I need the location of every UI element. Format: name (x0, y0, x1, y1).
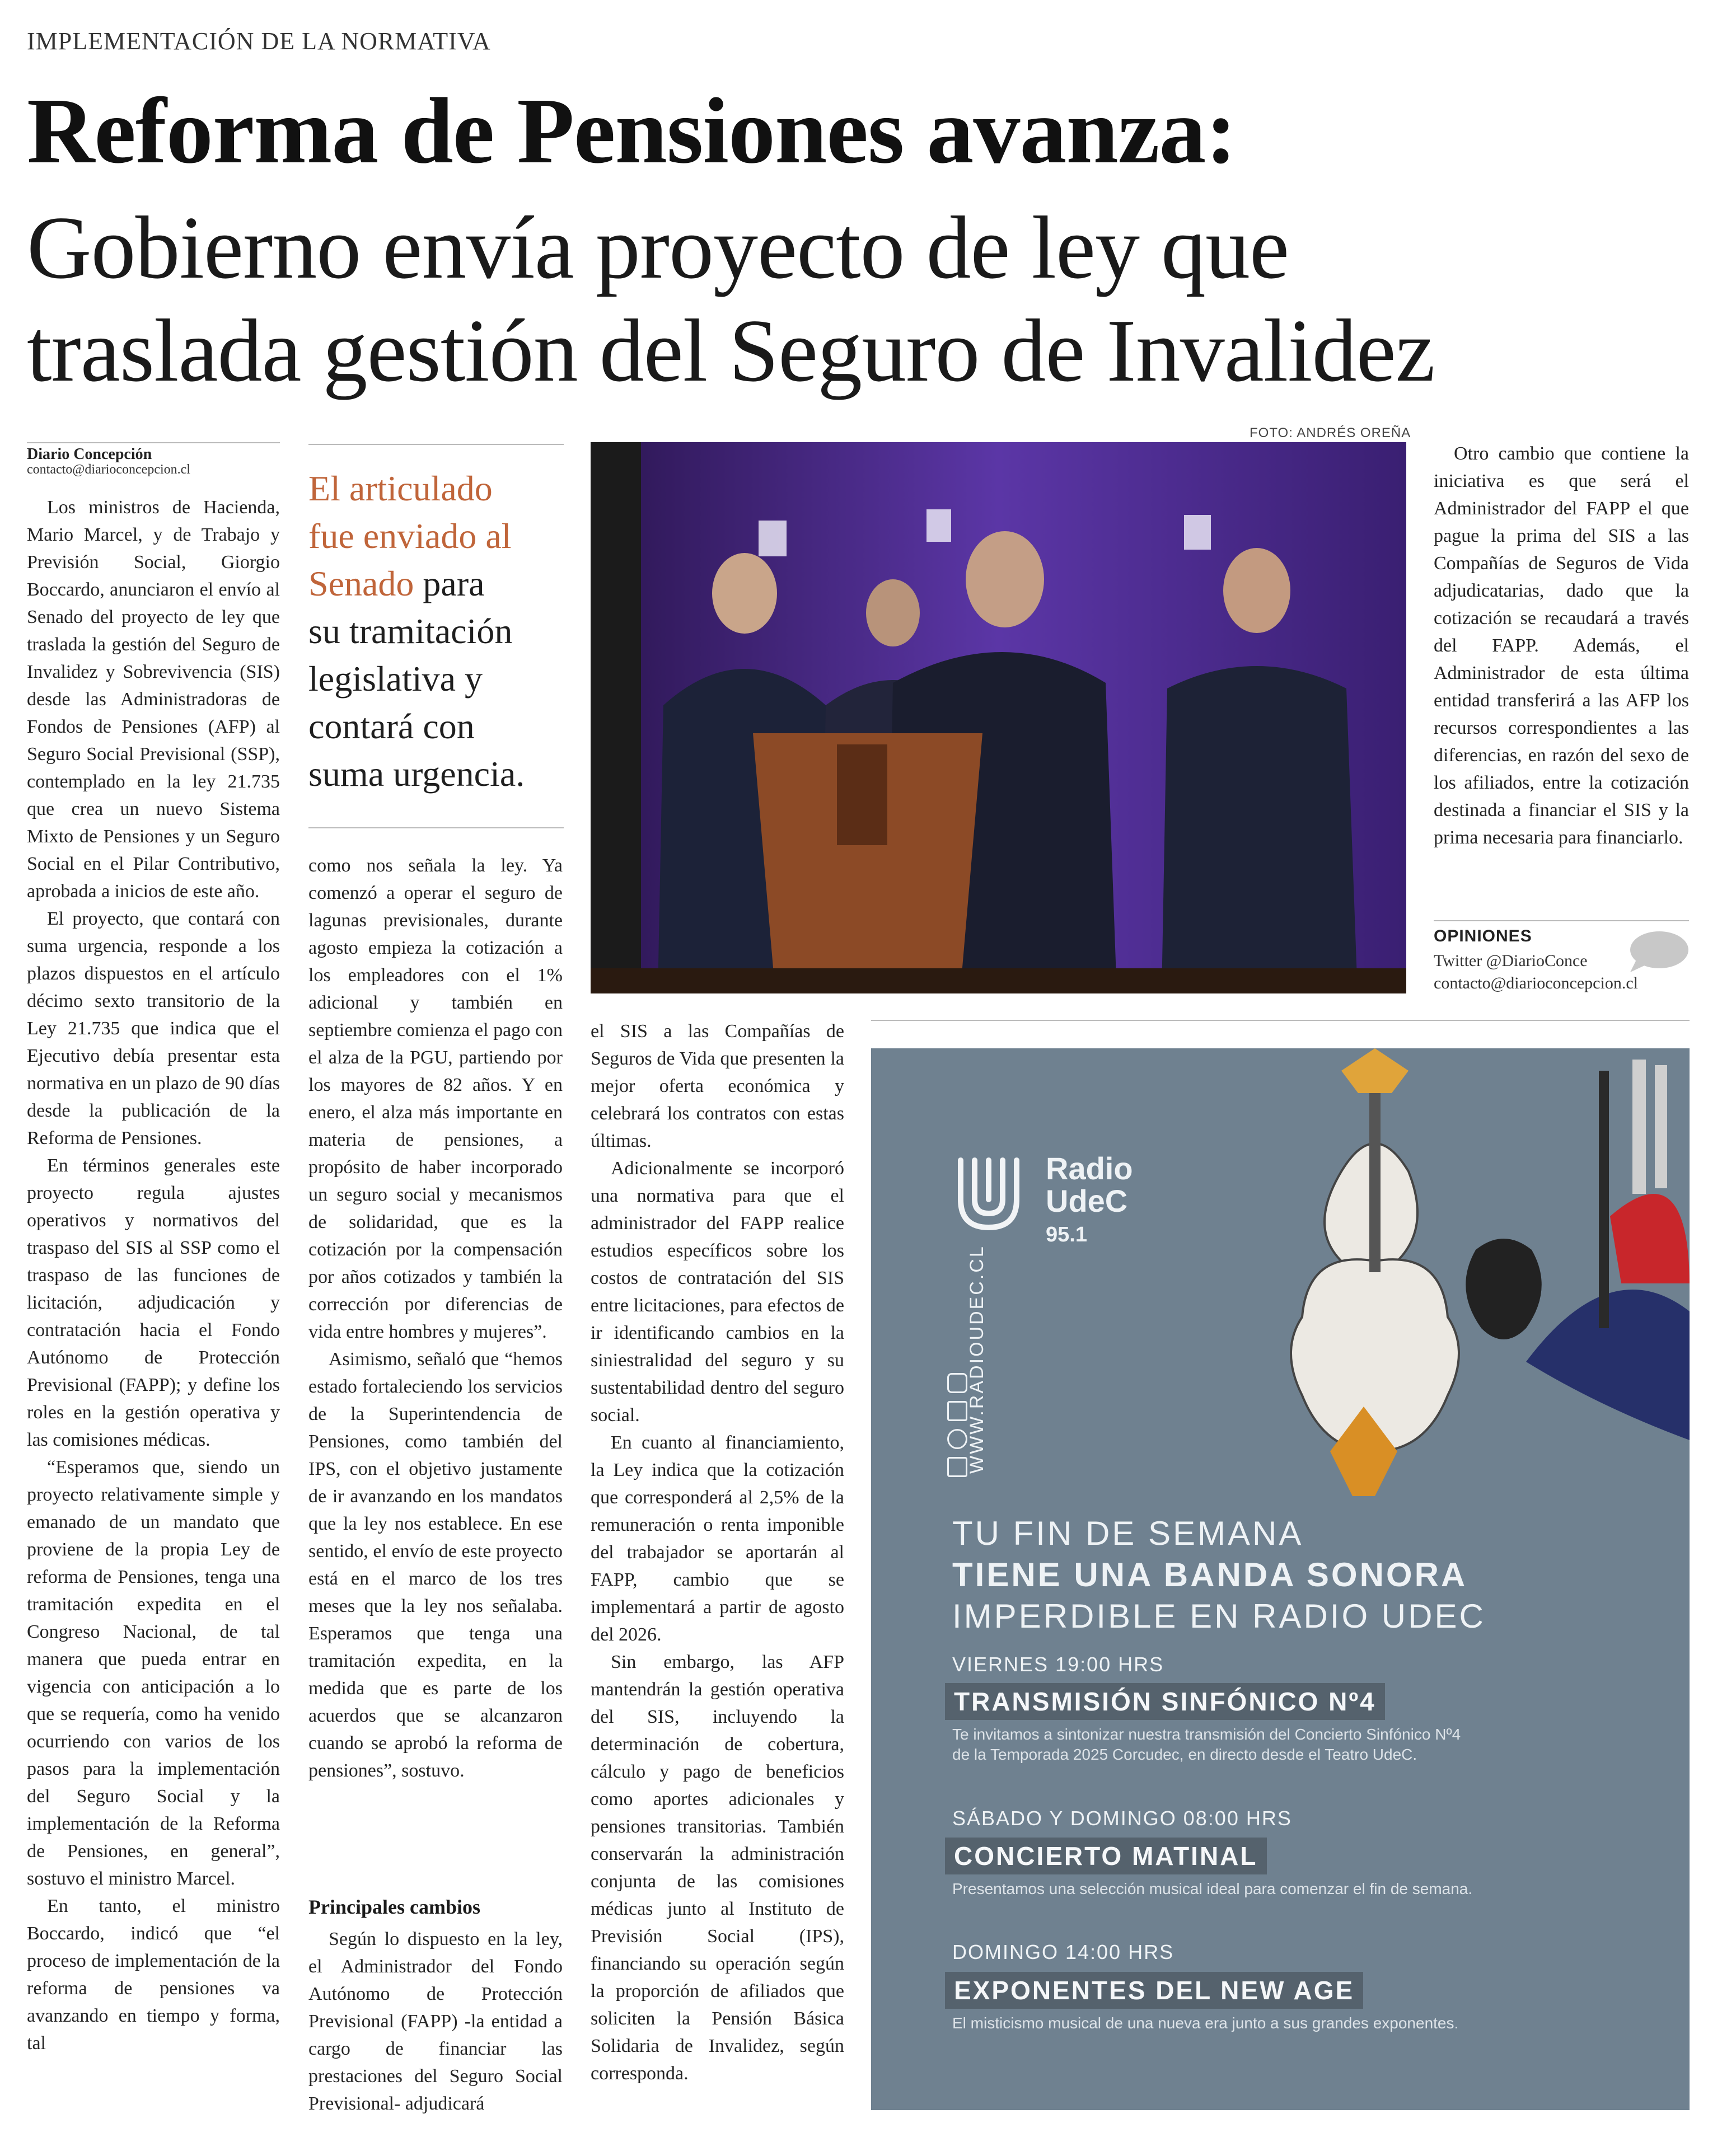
paragraph: Adicionalmente se incorporó una normativa para que el administrador del FAPP realice estudios específicos sobre los costos de contratación del SIS entre licitaciones, para efectos de ir identificando cambios en la siniestralidad del seguro y su sustentabilidad dentro del seguro social. (591, 1158, 844, 1426)
ad-tagline-line: TU FIN DE SEMANA (952, 1515, 1304, 1552)
subheadline-line: traslada gestión del Seguro de Invalidez (27, 301, 1435, 400)
speech-bubble-icon (1627, 930, 1689, 974)
opiniones-email[interactable]: contacto@diarioconcepcion.cl (1434, 974, 1638, 992)
social-icons (947, 1373, 966, 1477)
paragraph: En términos generales este proyecto regula ajustes operativos y normativos del traspaso del SIS al SSP como el traspaso de las funciones de licitación, adjudicación y contratación hacia el Fondo Autónomo de Protección Previsional (FAPP); y define los roles en la gestión operativa y las comisiones médicas. (27, 1155, 280, 1450)
paragraph: como nos señala la ley. Ya comenzó a operar el seguro de lagunas previsionales, durante agosto empieza la cotización a los empleadores con el 1% adicional y también en septiembre comienza el pago con el alza de la PGU, partiendo por los mayores de 82 años. Y en enero, el alza más importante en materia de pensiones, a propósito de haber incorporado un seguro social y mecanismos de solidaridad, que es la cotización por la compensación por años cotizados y también la corrección por diferencias de vida entre hombres y mujeres”. (308, 855, 563, 1342)
paragraph: En tanto, el ministro Boccardo, indicó que “el proceso de implementación de la reforma de pensiones va avanzando en tiempo y forma, tal (27, 1896, 280, 2054)
section-subhead: Principales cambios (308, 1896, 480, 1918)
article-column-1 (27, 494, 280, 2057)
opiniones-title: OPINIONES (1434, 927, 1532, 945)
divider (308, 827, 564, 828)
byline-name: Diario Concepción (27, 446, 152, 463)
paragraph: el SIS a las Compañías de Seguros de Vida que presenten la mejor oferta económica y celebrará los contratos con estas últimas. (591, 1021, 844, 1151)
paragraph: “Esperamos que, siendo un proyecto relativamente simple y emanado de un mandato que proviene de la propia Ley de reforma de Pensiones, tenga una tramitación expedita en el Congreso Nacional, de tal manera que pueda entrar en vigencia con anticipación a lo que se requería, como ha venido ocurriendo con varios de los pasos para la implementación del Seguro Social y la implementación de la Reforma de Pensiones, en general”, sostuvo el ministro Marcel. (27, 1457, 280, 1889)
ad-brand (1046, 1152, 1133, 1217)
program-description-line: El misticismo musical de una nueva era junto a sus grandes exponentes. (952, 2014, 1459, 2032)
paragraph: Según lo dispuesto en la ley, el Administrador del Fondo Autónomo de Protección Previsional (FAPP) -la entidad a cargo de financiar las prestaciones del Seguro Social Previsional- adjudicará (308, 1929, 563, 2114)
opiniones-twitter[interactable]: Twitter @DiarioConce (1434, 952, 1588, 970)
paragraph: Asimismo, señaló que “hemos estado fortaleciendo los servicios de la Superintendencia de Pensiones, como también del IPS, con el objetivo justamente de ir avanzando en los mandatos que la ley nos establece. En ese sentido, el envío de este proyecto está en el marco de los tres meses que la ley nos señalaba. Esperamos que tenga una tramitación expedita, en la medida que es parte de los acuerdos que se alcanzaron cuando se aprobó la reforma de pensiones”, sostuvo. (308, 1349, 563, 1781)
headline: Reforma de Pensiones avanza: (27, 79, 1237, 183)
subheadline-line: Gobierno envía proyecto de ley que (27, 198, 1289, 297)
program-description-line: Te invitamos a sintonizar nuestra transmisión del Concierto Sinfónico Nº4 (952, 1726, 1461, 1743)
pull-quote-accent: fue enviado al (308, 516, 512, 556)
program-description-line: Presentamos una selección musical ideal para comenzar el fin de semana. (952, 1880, 1473, 1897)
divider (1434, 920, 1689, 921)
article-column-2-continued (308, 1925, 563, 2117)
pull-quote-accent: El articulado (308, 468, 493, 508)
ad-frequency: 95.1 (1046, 1223, 1087, 1246)
program-title: EXPONENTES DEL NEW AGE (945, 1972, 1363, 2009)
ad-website[interactable]: WWW.RADIOUDEC.CL (966, 1245, 988, 1474)
article-column-4 (1434, 440, 1689, 851)
ad-tagline (952, 1513, 1486, 1637)
press-conference-illustration (591, 442, 1406, 993)
pull-quote-text: para (414, 564, 485, 603)
pull-quote-text: su tramitación (308, 611, 513, 651)
ad-brand-line: Radio (1046, 1151, 1133, 1186)
news-photo (591, 442, 1406, 993)
paragraph: Otro cambio que contiene la iniciativa es que será el Administrador del FAPP el que pague la prima del SIS a las Compañías de Seguros de Vida adjudicatarias, dado que la cotización se recaudará a través del FAPP. Además, el Administrador de esta última entidad transferirá a las AFP los recursos correspondientes a las diferencias, en razón del sexo de los afiliados, entre la cotización destinada a financiar el SIS y la prima necesaria para financiarlo. (1434, 443, 1689, 848)
paragraph: Los ministros de Hacienda, Mario Marcel, y de Trabajo y Previsión Social, Giorgio Boccardo, anunciaron el envío al Senado del proyecto de ley que traslada la gestión del Seguro de Invalidez y Sobrevivencia (SIS) desde las Administradoras de Fondos de Pensiones (AFP) al Seguro Social Previsional (SSP), contemplado en la ley 21.735 que crea un nuevo Sistema Mixto de Pensiones y un Seguro Social en el Pilar Contributivo, aprobada a inicios de este año. (27, 497, 280, 902)
program-description (952, 1879, 1472, 1899)
radio-udec-logo-icon (949, 1155, 1028, 1233)
radio-udec-ad[interactable] (871, 1048, 1690, 2110)
subheadline (27, 196, 1435, 402)
pull-quote (308, 465, 564, 798)
media-icon[interactable] (947, 1457, 967, 1477)
instruments-illustration (1263, 1048, 1690, 1563)
pull-quote-accent: Senado (308, 564, 414, 603)
paragraph: El proyecto, que contará con suma urgencia, responde a los plazos dispuestos en el artículo décimo sexto transitorio de la Ley 21.735 que indica que el Ejecutivo debía presentar esta normativa en un plazo de 90 días desde la publicación de la Reforma de Pensiones. (27, 908, 280, 1149)
ad-tagline-line: IMPERDIBLE EN RADIO UDEC (952, 1597, 1486, 1635)
instagram-icon[interactable] (947, 1373, 967, 1393)
program-time: DOMINGO 14:00 HRS (952, 1941, 1174, 1963)
program-time: SÁBADO Y DOMINGO 08:00 HRS (952, 1807, 1292, 1830)
section-kicker: IMPLEMENTACIÓN DE LA NORMATIVA (27, 27, 491, 55)
pull-quote-text: contará con (308, 706, 475, 746)
pull-quote-text: legislativa y (308, 659, 483, 699)
pull-quote-text: suma urgencia. (308, 754, 525, 794)
article-column-2 (308, 852, 563, 1784)
paragraph: En cuanto al financiamiento, la Ley indica que la cotización que corresponderá al 2,5% de la remuneración o renta imponible del trabajador se aportarán al FAPP, cambio que se implementará a partir de agosto del 2026. (591, 1432, 844, 1645)
program-description (952, 1724, 1461, 1765)
divider (27, 442, 280, 443)
divider (308, 444, 564, 445)
x-icon[interactable] (947, 1401, 967, 1421)
divider (871, 1020, 1690, 1021)
spotify-icon[interactable] (947, 1429, 967, 1449)
article-column-3 (591, 1018, 844, 2087)
photo-credit: FOTO: ANDRÉS OREÑA (1250, 425, 1411, 440)
byline-email[interactable]: contacto@diarioconcepcion.cl (27, 462, 190, 477)
ad-tagline-line: TIENE UNA BANDA SONORA (952, 1556, 1468, 1593)
ad-brand-line: UdeC (1046, 1183, 1128, 1218)
program-title: TRANSMISIÓN SINFÓNICO Nº4 (945, 1683, 1385, 1720)
program-time: VIERNES 19:00 HRS (952, 1653, 1164, 1676)
program-description (952, 2013, 1458, 2033)
program-title: CONCIERTO MATINAL (945, 1838, 1267, 1874)
program-description-line: de la Temporada 2025 Corcudec, en directo desde el Teatro UdeC. (952, 1746, 1417, 1763)
paragraph: Sin embargo, las AFP mantendrán la gestión operativa del SIS, incluyendo la determinación de cobertura, cálculo y pago de beneficios como aportes adicionales y pensiones transitorias. También conservarán la administración conjunta de las comisiones médicas junto al Instituto de Previsión Social (IPS), financiando su operación según la proporción de afiliados que soliciten la Pensión Básica Solidaria de Invalidez, según corresponda. (591, 1652, 844, 2084)
